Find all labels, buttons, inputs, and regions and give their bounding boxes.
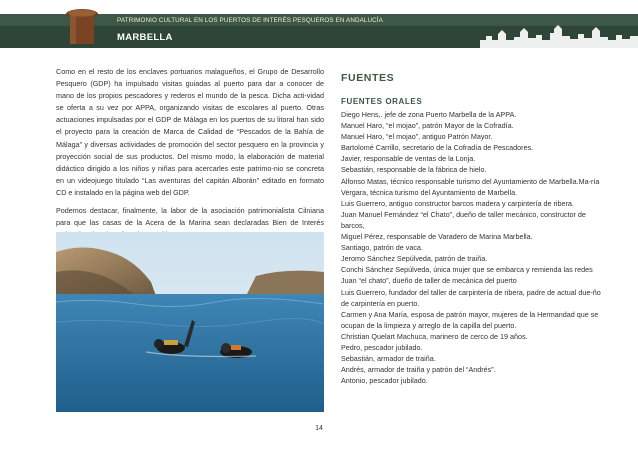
paragraph: Como en el resto de los enclaves portuarios malagueños, el Grupo de Desarrollo Pesquero (GDP) ha impulsado visitas guiadas al puerto para dar a conocer de mano de los propios pescadores y rederos el mundo de la pesca. Dicha acti-vidad se oferta a su vez por APPA, organizando visitas de escolares al puerto. Otras actuaciones impulsadas por el GDP de Málaga en los puertos de su litoral han sido el proyecto para la creación de Marca de Calidad de “Pescados de la Bahía de Málaga” y diversas actividades de promoción del sector pesquero en la provincia y proyección social de sus productos. Del mismo modo, la elaboración de material didáctico dirigido a los niños y niñas para acercarles este patrimo-nio se concreta en un videojuego titulado “Las aventuras del capitán Alborán” editado en formato CD e instalado en la página web del GDP. (56, 67, 324, 197)
sources-section (341, 66, 607, 386)
page-number: 14 (315, 425, 323, 432)
section-title: FUENTES (341, 72, 395, 84)
section-subtitle: FUENTES ORALES (341, 97, 423, 106)
list-item: Jeromo Sánchez Sepúlveda, patrón de traiña. (341, 254, 488, 264)
list-item: Luis Guerrero, antiguo constructor barcos madera y carpintería de ribera. (341, 198, 574, 208)
source-list (341, 109, 607, 386)
body-text (56, 66, 324, 247)
list-item: Santiago, patrón de vaca. (341, 243, 423, 253)
list-item: Luis Guerrero, fundador del taller de carpintería de ribera, padre de actual due-ño de carpintería en puerto. (341, 287, 603, 308)
town-skyline-icon (480, 22, 638, 48)
header-subtitle: MARBELLA (117, 32, 173, 43)
list-item: Juan Manuel Fernández “el Chato”, dueño de taller mecánico, constructor de barcos, (341, 209, 588, 230)
list-item: Carmen y Ana María, esposa de patrón mayor, mujeres de la Hermandad que se ocupan de la limpieza y arreglo de la capilla del puerto. (341, 309, 601, 330)
list-item: Pedro, pescador jubilado. (341, 342, 423, 352)
list-item: Manuel Haro, “el mojao”, patrón Mayor de la Cofradía. (341, 121, 514, 131)
list-item: Miguel Pérez, responsable de Varadero de Marina Marbella. (341, 232, 533, 242)
list-item: Manuel Haro, “el mojao”, antiguo Patrón Mayor. (341, 132, 493, 142)
list-item: Alfonso Matas, técnico responsable turismo del Ayuntamiento de Marbella.Ma-ría Vergara, técnica turismo del Ayuntamiento de Marbella. (341, 176, 602, 197)
list-item: Juan “el chato”, dueño de taller de mecánica del puerto (341, 276, 517, 286)
list-item: Sebastián, responsable de la fábrica de hielo. (341, 165, 487, 175)
paragraph: Podemos destacar, finalmente, la labor de la asociación patrimonialista Cilniana para que las casas de la Acera de la Marina sean declaradas Bien de Interés (56, 206, 324, 228)
mooring-bollard-icon (60, 4, 104, 48)
list-item: Bartolomé Carrillo, secretario de la Cofradía de Pescadores. (341, 143, 534, 153)
list-item: Diego Hens,. jefe de zona Puerto Marbella de la APPA. (341, 110, 517, 119)
list-item: Christian Quelart Machuca, marinero de cerco de 19 años. (341, 331, 528, 341)
list-item: Antonio, pescador jubilado. (341, 376, 428, 386)
list-item: Sebastián, armador de traiña. (341, 354, 436, 364)
list-item: Andrés, armador de traiña y patrón del “Andrés”. (341, 365, 496, 375)
divers-sea-photo (56, 232, 324, 412)
page-header (0, 0, 638, 50)
list-item: Javier, responsable de ventas de la Lonja. (341, 154, 476, 164)
list-item: Conchi Sánchez Sepúlveda, única mujer que se embarca y remienda las redes (341, 265, 593, 275)
header-title: PATRIMONIO CULTURAL EN LOS PUERTOS DE INTERÉS PESQUEROS EN ANDALUCÍA (117, 17, 383, 24)
